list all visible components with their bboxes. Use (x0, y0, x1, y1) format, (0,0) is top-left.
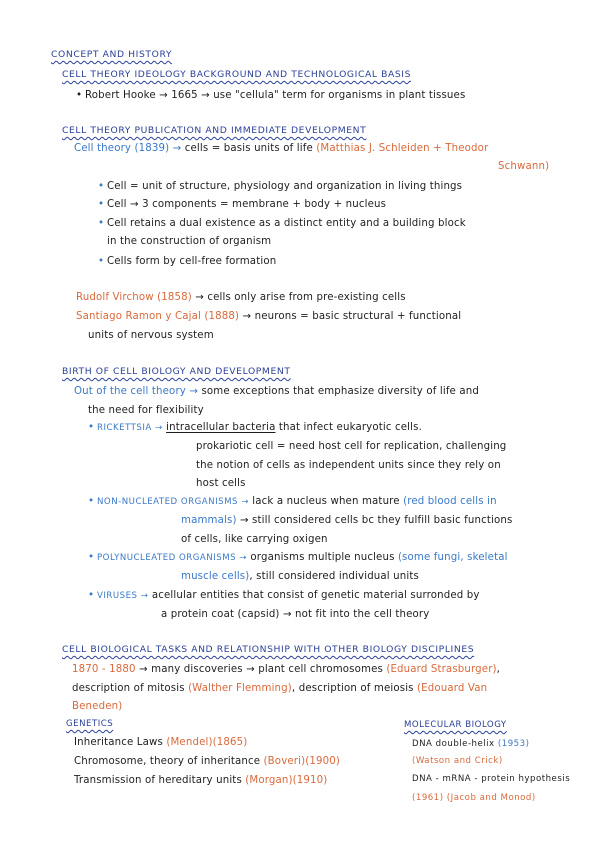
nonnucleated-text-2: → still considered cells bc they fulfill basic functions (239, 515, 513, 526)
subheading-ideology: CELL THEORY IDEOLOGY BACKGROUND AND TECHNOLOGICAL BASIS (62, 69, 412, 80)
cell-theory-text: cells = basis units of life (184, 143, 313, 154)
nonnucleated-label: NON-NUCLEATED ORGANISMS → (97, 497, 249, 507)
virchow-name: Rudolf Virchow (1858) (76, 292, 192, 303)
genetics-heading: GENETICS (66, 719, 114, 729)
subheading-tasks: CELL BIOLOGICAL TASKS AND RELATIONSHIP WITH OTHER BIOLOGY DISCIPLINES (62, 644, 475, 655)
cell-bullet-formation: • Cells form by cell-free formation (107, 255, 276, 268)
flemming-ref: (Walther Flemming) (188, 683, 292, 694)
molecular-mrna: DNA - mRNA - protein hypothesis (412, 774, 571, 784)
polynucleated-l2 (181, 570, 419, 583)
subheading-birth: BIRTH OF CELL BIOLOGY AND DEVELOPMENT (62, 366, 291, 377)
viruses-l2: a protein coat (capsid) → not fit into the cell theory (161, 609, 430, 620)
molecular-dna-authors: (Watson and Crick) (412, 756, 503, 766)
subheading-publication: CELL THEORY PUBLICATION AND IMMEDIATE DEVELOPMENT (62, 125, 367, 136)
molecular-dna-text: DNA double-helix (412, 739, 495, 749)
genetics-row-text: Chromosome, theory of inheritance (74, 756, 261, 767)
cajal-line (76, 310, 461, 323)
cell-bullet-dual-cont: in the construction of organism (107, 236, 272, 247)
cell-theory-line (74, 142, 488, 155)
molecular-heading: MOLECULAR BIOLOGY (404, 720, 507, 730)
nonnucleated-l3: of cells, like carrying oxigen (181, 534, 328, 545)
birth-intro-cont: the need for flexibility (88, 405, 204, 416)
nonnucleated-line (97, 495, 497, 509)
rickettsia-l3: the notion of cells as independent units since they rely on (196, 460, 501, 471)
genetics-row (74, 774, 327, 787)
rickettsia-l4: host cells (196, 478, 246, 489)
molecular-mrna-ref: (1961) (Jacob and Monod) (412, 793, 536, 803)
strasburger-ref: (Eduard Strasburger) (386, 664, 497, 675)
cell-theory-authors-cont: Schwann) (498, 161, 550, 172)
polynucleated-label: POLYNUCLEATED ORGANISMS → (97, 553, 248, 563)
tasks-comma: , (496, 664, 501, 675)
rickettsia-line (97, 421, 422, 435)
rickettsia-l2: prokariotic cell = need host cell for replication, challenging (196, 441, 507, 452)
hooke-bullet: • Robert Hooke → 1665 → use "cellula" term for organisms in plant tissues (85, 89, 465, 102)
nonnucleated-example-cont: mammals) (181, 515, 237, 526)
beneden-ref-cont: Beneden) (72, 701, 123, 712)
cell-theory-authors: (Matthias J. Schleiden + Theodor (316, 143, 489, 154)
cajal-text: → neurons = basic structural + functional (242, 311, 462, 322)
cell-bullet-dual: • Cell retains a dual existence as a distinct entity and a building block (107, 217, 466, 230)
cell-theory-label: Cell theory (1839) → (74, 143, 182, 154)
viruses-text: acellular entities that consist of genetic material surronded by (151, 590, 480, 601)
viruses-line (97, 589, 480, 603)
beneden-ref: (Edouard Van (417, 683, 488, 694)
tasks-l2 (72, 682, 487, 695)
tasks-years: 1870 - 1880 (72, 664, 136, 675)
genetics-row-ref: (Morgan)(1910) (245, 775, 328, 786)
genetics-row-text: Transmission of hereditary units (74, 775, 242, 786)
molecular-dna-year: (1953) (497, 739, 530, 749)
tasks-text-2: description of mitosis (72, 683, 185, 694)
cajal-text-cont: units of nervous system (88, 330, 214, 341)
rickettsia-text: that infect eukaryotic cells. (278, 422, 422, 433)
genetics-row-text: Inheritance Laws (74, 737, 163, 748)
molecular-dna (412, 738, 529, 751)
polynucleated-example: (some fungi, skeletal (397, 552, 508, 563)
birth-intro-text: some exceptions that emphasize diversity of life and (201, 386, 479, 397)
cell-bullet-components: • Cell → 3 components = membrane + body + nucleus (107, 198, 386, 211)
polynucleated-text-2: , still considered individual units (249, 571, 419, 582)
polynucleated-line (97, 551, 508, 565)
virchow-line (76, 291, 406, 304)
nonnucleated-l2 (181, 514, 512, 527)
polynucleated-example-cont: muscle cells) (181, 571, 250, 582)
nonnucleated-text: lack a nucleus when mature (252, 496, 400, 507)
cajal-name: Santiago Ramon y Cajal (1888) (76, 311, 240, 322)
rickettsia-underlined: intracellular bacteria (166, 422, 276, 433)
viruses-label: VIRUSES → (97, 591, 149, 601)
birth-intro-label: Out of the cell theory → (74, 386, 199, 397)
tasks-text-1: → many discoveries → plant cell chromosomes (139, 664, 383, 675)
genetics-row (74, 736, 247, 749)
nonnucleated-example: (red blood cells in (403, 496, 497, 507)
virchow-text: → cells only arise from pre-existing cells (195, 292, 406, 303)
genetics-row-ref: (Boveri)(1900) (263, 756, 341, 767)
genetics-row (74, 755, 340, 768)
polynucleated-text: organisms multiple nucleus (250, 552, 395, 563)
tasks-l1 (72, 663, 500, 676)
birth-intro-line (74, 385, 479, 398)
rickettsia-label: RICKETTSIA → (97, 423, 163, 433)
main-heading-concept-history: CONCEPT AND HISTORY (51, 49, 173, 60)
tasks-text-3: , description of meiosis (291, 683, 414, 694)
genetics-row-ref: (Mendel)(1865) (166, 737, 248, 748)
cell-bullet-structure: • Cell = unit of structure, physiology and organization in living things (107, 180, 462, 193)
